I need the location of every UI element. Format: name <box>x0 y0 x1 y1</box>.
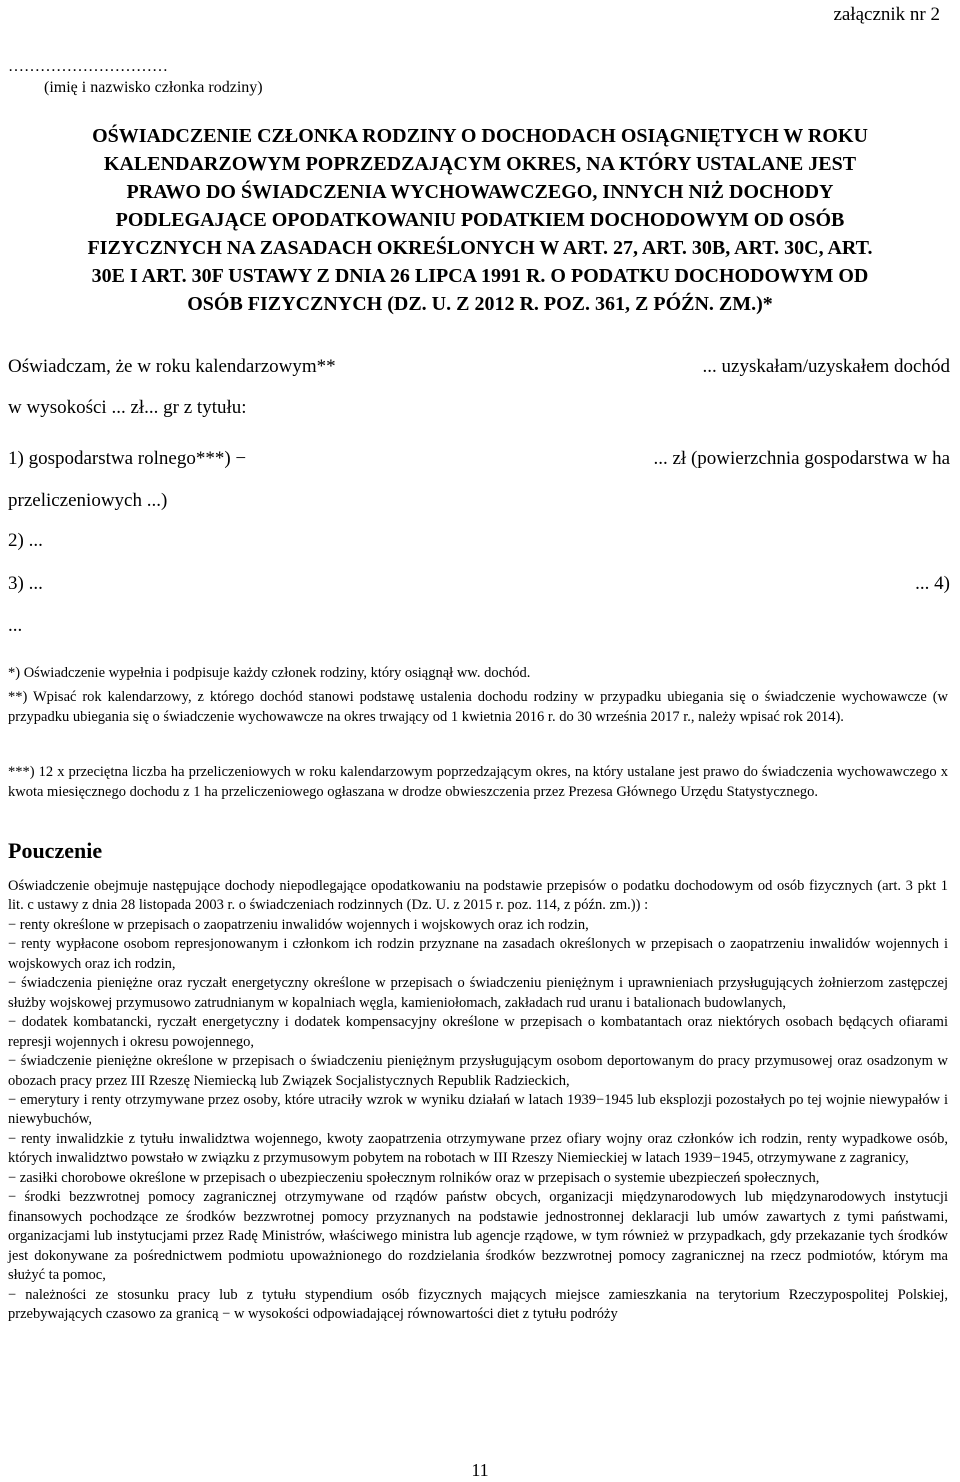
declaration-line <box>8 448 950 470</box>
document-title <box>0 122 960 318</box>
title-line: FIZYCZNYCH NA ZASADACH OKREŚLONYCH W ART. 27, ART. 30B, ART. 30C, ART. <box>87 237 873 259</box>
pouczenie-item: − świadczenia pieniężne oraz ryczałt energetyczny określone w przepisach o świadczeniu pieniężnym i uprawnieniach przysługujących żołnierzom zastępczej służby wojskowej przymusowo zatrudnianym w kopalniach węgla, kamieniołomach, zakładach rud uranu i batalionach budowlanych, <box>8 975 948 1011</box>
declaration-text: ... 4) <box>915 573 950 594</box>
title-line: KALENDARZOWYM POPRZEDZAJĄCYM OKRES, NA KTÓRY USTALANE JEST <box>103 153 857 175</box>
pouczenie-item: − zasiłki chorobowe określone w przepisach o ubezpieczeniu społecznym rolników oraz w przepisach o systemie ubezpieczeń społecznych, <box>8 1169 820 1186</box>
declaration-text: 3) ... <box>8 573 43 594</box>
title-line: OŚWIADCZENIE CZŁONKA RODZINY O DOCHODACH OSIĄGNIĘTYCH W ROKU <box>92 125 868 147</box>
declaration-line: 2) ... <box>8 530 43 551</box>
pouczenie-item: − renty wypłacone osobom represjonowanym i członkom ich rodzin przyznane na zasadach określonych w przepisach o zaopatrzeniu inwalidów wojennych i wojskowych oraz ich rodzin, <box>8 936 948 972</box>
title-line: OSÓB FIZYCZNYCH (DZ. U. Z 2012 R. POZ. 361, Z PÓŹN. ZM.)* <box>187 293 773 315</box>
declaration-text: Oświadczam, że w roku kalendarzowym** <box>8 356 336 377</box>
declaration-text: ... uzyskałam/uzyskałem dochód <box>702 356 950 377</box>
pouczenie-intro: Oświadczenie obejmuje następujące dochody niepodlegające opodatkowaniu na podstawie przepisów o podatku dochodowym od osób fizycznych (art. 3 pkt 1 lit. c ustawy z dnia 28 listopada 2003 r. o świadczeniach rodzinnych (Dz. U. z 2015 r. poz. 114, z późn. zm.)) : <box>8 878 948 914</box>
pouczenie-item: − świadczenie pieniężne określone w przepisach o świadczeniu pieniężnym przysługującym osobom deportowanym do pracy przymusowej oraz osadzonym w obozach pracy przez III Rzeszę Niemiecką lub Związek Socjalistycznych Republik Radzieckich, <box>8 1053 948 1089</box>
footnote: ***) 12 x przeciętna liczba ha przeliczeniowych w roku kalendarzowym poprzedzającym okres, na który ustalane jest prawo do świadczenia wychowawczego x kwota miesięcznego dochodu z 1 ha przeliczeniowego ogłaszana w drodze obwieszczenia przez Prezesa Głównego Urzędu Statystycznego. <box>8 764 948 800</box>
member-name-blank: ………………………… <box>8 58 168 75</box>
declaration-line: ... <box>8 615 23 636</box>
pouczenie-item: − dodatek kombatancki, ryczałt energetyczny i dodatek kompensacyjny określone w przepisach o kombatantach oraz niektórych osobach będących ofiarami represji wojennych i okresu powojennego, <box>8 1014 948 1050</box>
declaration-line <box>8 356 950 378</box>
pouczenie-item: − emerytury i renty otrzymywane przez osoby, które utraciły wzrok w wyniku działań w latach 1939−1945 lub eksplozji pozostałych po tej wojnie niewypałów i niewybuchów, <box>8 1091 948 1128</box>
pouczenie-item: − należności ze stosunku pracy lub z tytułu stypendium osób fizycznych mających miejsce zamieszkania na terytorium Rzeczypospolitej Polskiej, przebywających czasowo za granicą − w wysokości odpowiadającej równowartości diet z tytułu podróży <box>8 1286 948 1322</box>
footnote: **) Wpisać rok kalendarzowy, z którego dochód stanowi podstawę ustalenia dochodu rodziny w przypadku ubiegania się o świadczenie wychowawcze (w przypadku ubiegania się o świadczenie wychowawcze na okres trwający od 1 kwietnia 2016 r. do 30 września 2017 r., należy wpisać rok 2014). <box>8 689 948 725</box>
title-line: PRAWO DO ŚWIADCZENIA WYCHOWAWCZEGO, INNYCH NIŻ DOCHODY <box>126 181 834 203</box>
declaration-text: 1) gospodarstwa rolnego***) − <box>8 448 247 469</box>
pouczenie-item: − renty inwalidzkie z tytułu inwalidztwa wojennego, kwoty zaopatrzenia otrzymywane przez ofiary wojny oraz członków ich rodzin, renty wypadkowe osób, których inwalidztwo powstało w związku z przymusowym pobytem na robotach w III Rzeszy Niemieckiej w latach 1939−1945, otrzymywane z zagranicy, <box>8 1130 948 1167</box>
title-line: 30E I ART. 30F USTAWY Z DNIA 26 LIPCA 1991 R. O PODATKU DOCHODOWYM OD <box>91 265 869 287</box>
declaration-line: w wysokości ... zł... gr z tytułu: <box>8 397 247 418</box>
declaration-line <box>8 573 950 595</box>
pouczenie-item: − renty określone w przepisach o zaopatrzeniu inwalidów wojennych i wojskowych oraz ich rodzin, <box>8 916 589 933</box>
footnote: *) Oświadczenie wypełnia i podpisuje każdy członek rodziny, który osiągnął ww. dochód. <box>8 665 531 681</box>
declaration-line: przeliczeniowych ...) <box>8 490 168 511</box>
member-name-caption: (imię i nazwisko członka rodziny) <box>44 79 263 96</box>
pouczenie-body <box>8 877 948 1324</box>
declaration-text: ... zł (powierzchnia gospodarstwa w ha <box>653 448 950 469</box>
attachment-label: załącznik nr 2 <box>833 4 940 25</box>
pouczenie-heading: Pouczenie <box>8 838 103 863</box>
pouczenie-item: − środki bezzwrotnej pomocy zagranicznej otrzymywane od rządów państw obcych, organizacji międzynarodowych lub międzynarodowych instytucji finansowych pochodzące ze środków bezzwrotnej pomocy przyznanych na podstawie jednostronnej deklaracji lub umów zawartych z tymi państwami, organizacjami lub instytucjami przez Radę Ministrów, właściwego ministra lub agencje rządowe, w tym również w przypadkach, gdy przekazanie tych środków jest dokonywane za pośrednictwem podmiotu upoważnionego do rozdzielania środków bezzwrotnej pomocy zagranicznej na rzecz podmiotów, którym ma służyć ta pomoc, <box>8 1189 948 1284</box>
page-number: 11 <box>471 1460 489 1480</box>
title-line: PODLEGAJĄCE OPODATKOWANIU PODATKIEM DOCHODOWYM OD OSÓB <box>115 209 845 231</box>
